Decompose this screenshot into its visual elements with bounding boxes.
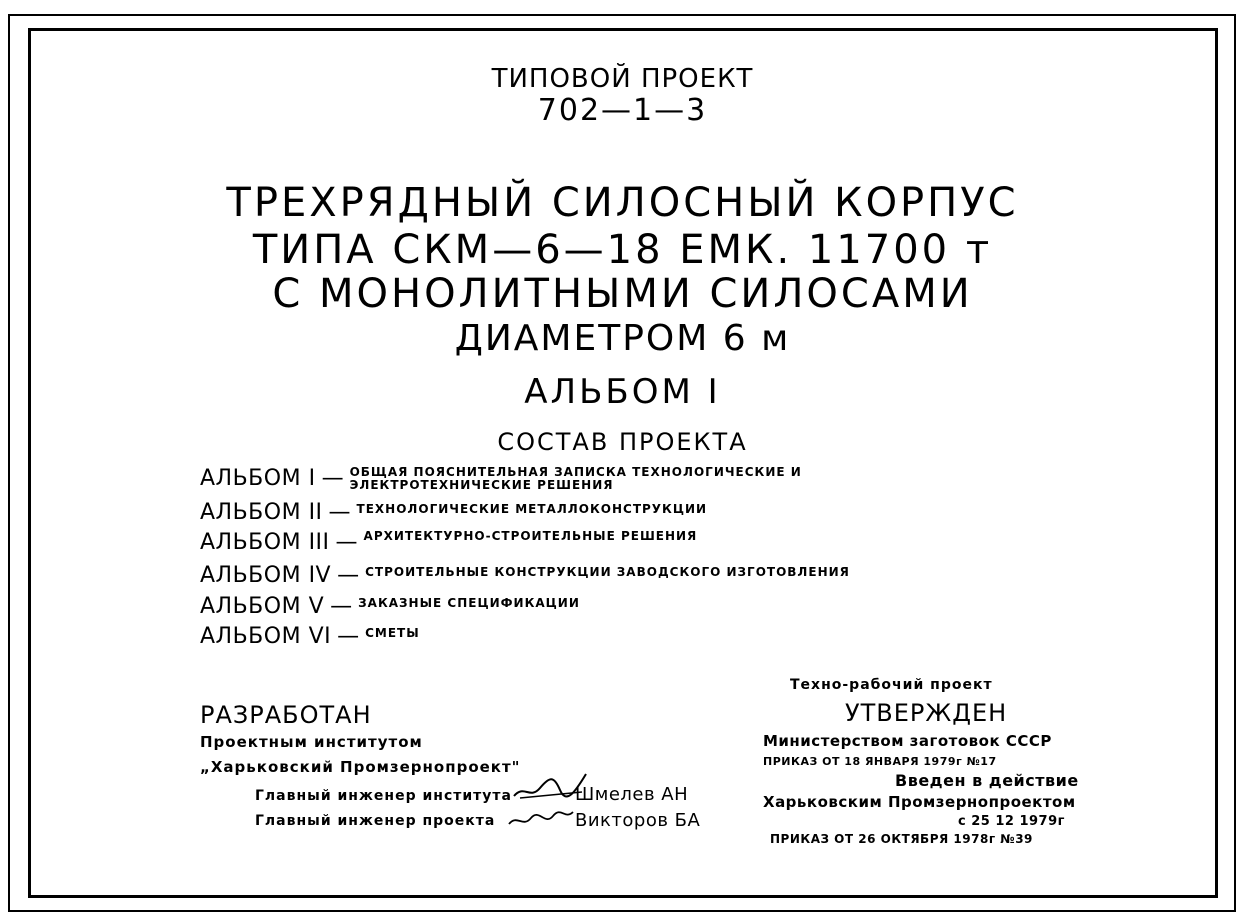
approved-order-2: ПРИКАЗ ОТ 26 ОКТЯБРЯ 1978г №39 bbox=[770, 832, 1033, 846]
album-desc bbox=[350, 466, 802, 492]
album-name: АЛЬБОМ III bbox=[200, 530, 330, 555]
album-name: АЛЬБОМ I bbox=[200, 466, 316, 491]
album-desc: ЗАКАЗНЫЕ СПЕЦИФИКАЦИИ bbox=[358, 596, 580, 610]
list-item bbox=[200, 530, 697, 555]
approved-pre: Техно-рабочий проект bbox=[790, 677, 993, 693]
approved-date: с 25 12 1979г bbox=[958, 814, 1065, 829]
album-name: АЛЬБОМ V bbox=[200, 594, 325, 619]
project-number: 702—1—3 bbox=[537, 93, 708, 128]
developed-institute-line: Проектным институтом bbox=[200, 733, 423, 751]
dash: — bbox=[337, 563, 360, 588]
list-item bbox=[200, 594, 580, 619]
chief-engineer-project-name: Викторов БА bbox=[575, 810, 701, 831]
approved-ministry: Министерством заготовок СССР bbox=[763, 732, 1052, 750]
album-desc: ТЕХНОЛОГИЧЕСКИЕ МЕТАЛЛОКОНСТРУКЦИИ bbox=[356, 502, 708, 516]
approved-by-institute: Харьковским Промзернопроектом bbox=[763, 793, 1076, 811]
dash: — bbox=[330, 594, 353, 619]
list-item bbox=[200, 500, 707, 525]
chief-engineer-institute-name: Шмелев АН bbox=[575, 784, 689, 805]
list-item bbox=[200, 466, 802, 492]
title-line-4: ДИАМЕТРОМ 6 м bbox=[454, 318, 791, 359]
dash: — bbox=[328, 500, 351, 525]
title-line-2: ТИПА СКМ—6—18 ЕМК. 11700 т bbox=[252, 227, 993, 273]
dash: — bbox=[321, 466, 344, 491]
album-name: АЛЬБОМ IV bbox=[200, 563, 332, 588]
album-name: АЛЬБОМ VI bbox=[200, 624, 332, 649]
list-item bbox=[200, 563, 850, 588]
title-line-3: С МОНОЛИТНЫМИ СИЛОСАМИ bbox=[272, 271, 973, 317]
album-title: АЛЬБОМ I bbox=[524, 372, 721, 412]
list-item bbox=[200, 624, 420, 649]
title-line-1: ТРЕХРЯДНЫЙ СИЛОСНЫЙ КОРПУС bbox=[226, 180, 1019, 226]
project-type-label: ТИПОВОЙ ПРОЕКТ bbox=[491, 64, 754, 94]
developed-institute-name: „Харьковский Промзернопроект" bbox=[200, 758, 521, 776]
dash: — bbox=[335, 530, 358, 555]
signature-1-icon bbox=[510, 770, 590, 802]
chief-engineer-project-role: Главный инженер проекта bbox=[255, 813, 496, 829]
album-desc: АРХИТЕКТУРНО-СТРОИТЕЛЬНЫЕ РЕШЕНИЯ bbox=[363, 529, 698, 543]
approved-order-1: ПРИКАЗ ОТ 18 ЯНВАРЯ 1979г №17 bbox=[763, 755, 997, 768]
approved-heading: УТВЕРЖДЕН bbox=[845, 699, 1008, 727]
chief-engineer-institute-role: Главный инженер института bbox=[255, 788, 512, 804]
approved-enacted: Введен в действие bbox=[895, 771, 1079, 790]
album-desc: СМЕТЫ bbox=[365, 626, 420, 640]
album-desc-line2: ЭЛЕКТРОТЕХНИЧЕСКИЕ РЕШЕНИЯ bbox=[349, 478, 614, 492]
dash: — bbox=[337, 624, 360, 649]
signature-2-icon bbox=[505, 806, 577, 832]
developed-heading: РАЗРАБОТАН bbox=[200, 701, 372, 729]
album-desc: СТРОИТЕЛЬНЫЕ КОНСТРУКЦИИ ЗАВОДСКОГО ИЗГОТОВЛЕНИЯ bbox=[365, 565, 850, 579]
album-name: АЛЬБОМ II bbox=[200, 500, 323, 525]
album-desc-line1: ОБЩАЯ ПОЯСНИТЕЛЬНАЯ ЗАПИСКА ТЕХНОЛОГИЧЕСКИЕ И bbox=[349, 465, 802, 479]
composition-heading: СОСТАВ ПРОЕКТА bbox=[497, 428, 748, 456]
